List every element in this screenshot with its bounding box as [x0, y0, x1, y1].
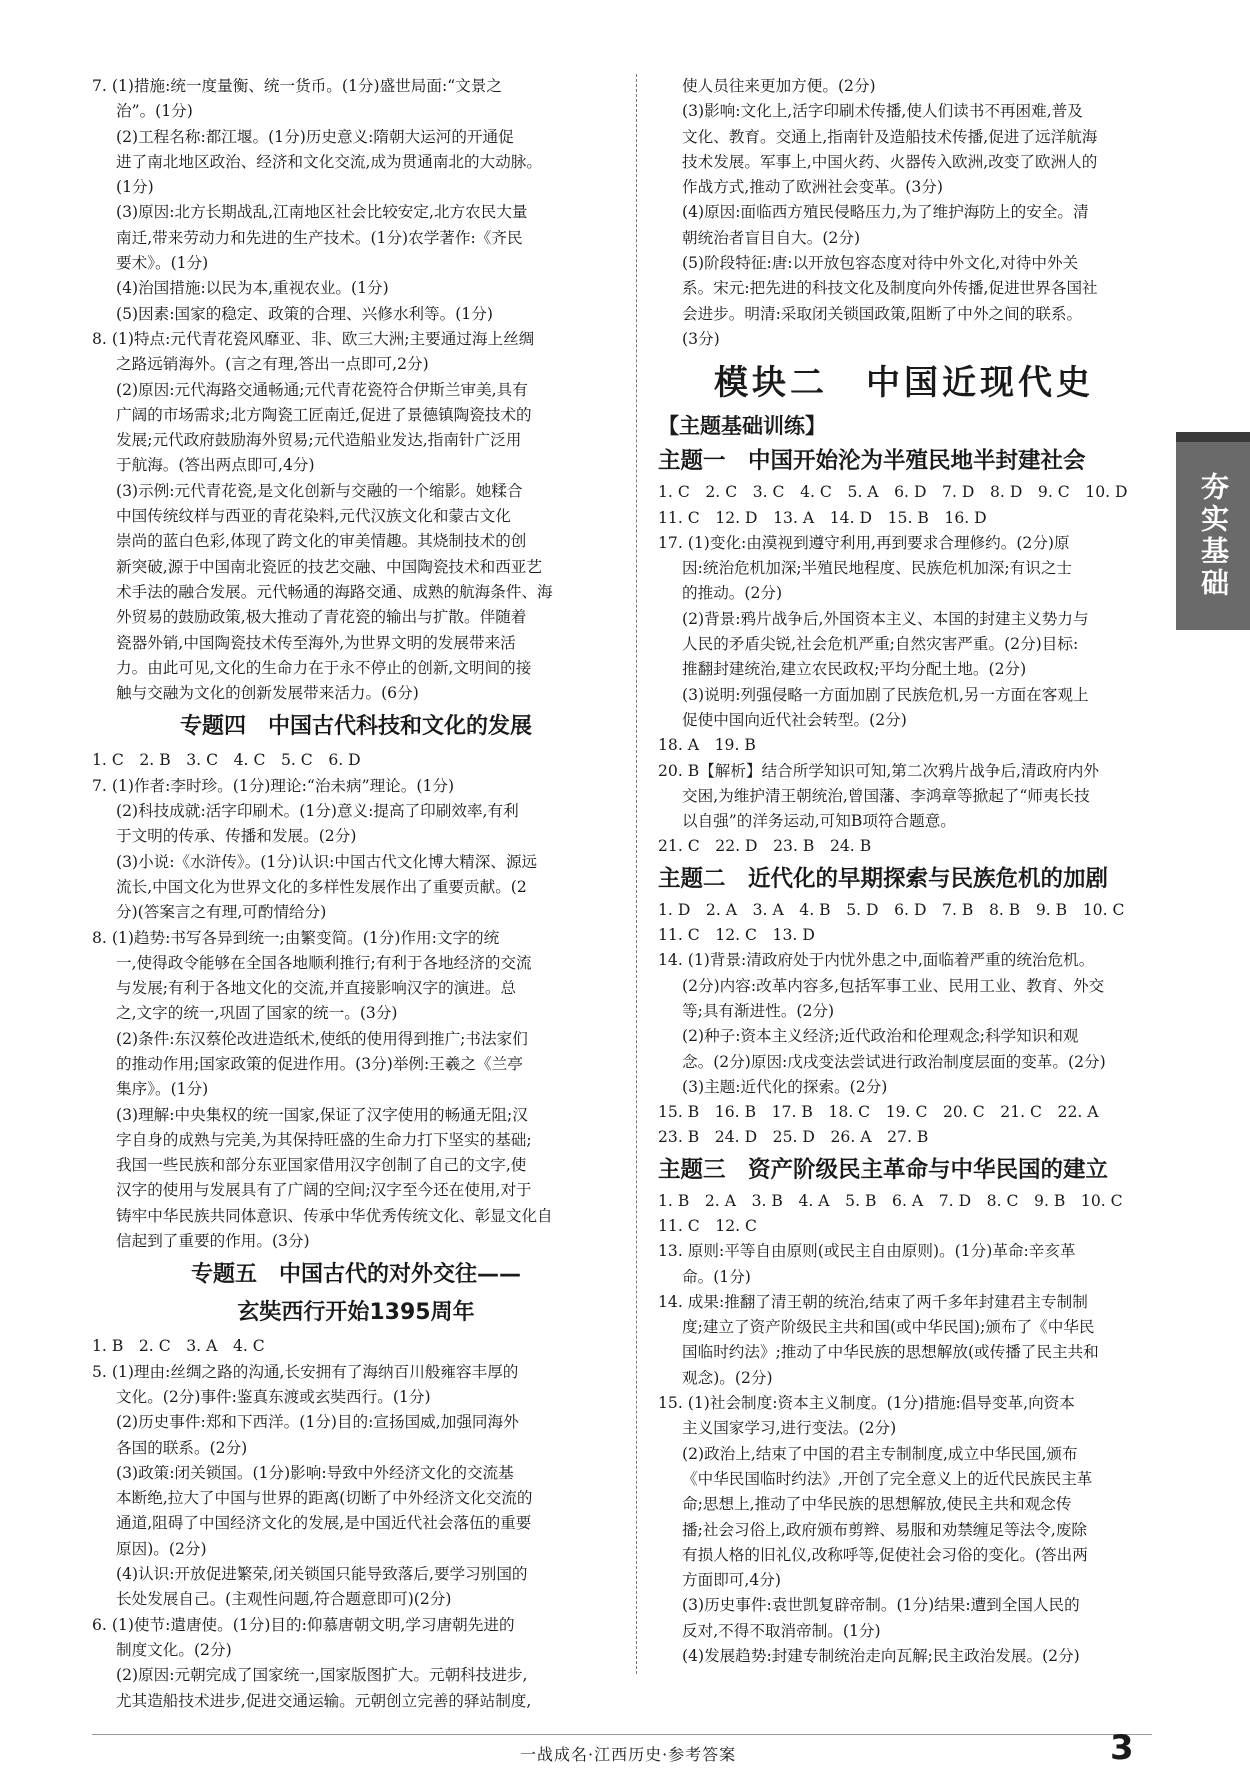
answer-line: 使人员往来更加方便。(2分)	[682, 77, 876, 95]
answer-line: 7. (1)措施:统一度量衡、统一货币。(1分)盛世局面:“文景之	[92, 77, 502, 95]
answer-line: 20. B【解析】结合所学知识可知,第二次鸦片战争后,清政府内外	[658, 761, 1099, 780]
answer-line: 会进步。明清:采取闭关锁国政策,阻断了中外之间的联系。	[682, 304, 1083, 323]
answer-line: (2)科技成就:活字印刷术。(1分)意义:提高了印刷效率,有利	[116, 802, 519, 821]
answer-line: (3)示例:元代青花瓷,是文化创新与交融的一个缩影。她糅合	[116, 481, 523, 500]
answer-line: 尤其造船技术进步,促进交通运输。元朝创立完善的驿站制度,	[116, 1691, 532, 1710]
answer-line: (3)理解:中央集权的统一国家,保证了汉字使用的畅通无阻;汉	[116, 1105, 528, 1124]
answer-line: (2)历史事件:郑和下西洋。(1分)目的:宣扬国威,加强同海外	[116, 1413, 519, 1432]
column-divider	[636, 74, 637, 1674]
answer-line: 术手法的融合发展。元代畅通的海路交通、成熟的航海条件、海	[116, 582, 553, 601]
answer-line: 触与交融为文化的创新发展带来活力。(6分)	[116, 684, 419, 703]
answer-line: 命。(1分)	[682, 1267, 751, 1286]
answer-line: 15. (1)社会制度:资本主义制度。(1分)措施:倡导变革,向资本	[658, 1394, 1075, 1413]
answer-line: 与发展;有利于各地文化的交流,并直接影响汉字的演进。总	[116, 979, 517, 998]
answer-line: (3)政策:闭关锁国。(1分)影响:导致中外经济文化的交流基	[116, 1463, 514, 1482]
answer-line: 观念)。(2分)	[682, 1368, 773, 1387]
answer-line: 人民的矛盾尖锐,社会危机严重;自然灾害严重。(2分)目标:	[682, 635, 1079, 654]
section-heading: 专题四 中国古代科技和文化的发展	[179, 714, 532, 740]
answer-line: (5)因素:国家的稳定、政策的合理、兴修水利等。(1分)	[116, 304, 493, 323]
answer-line: 瓷器外销,中国陶瓷技术传至海外,为世界文明的发展带来活	[116, 633, 516, 652]
answer-line: 外贸易的鼓励政策,极大推动了青花瓷的输出与扩散。伴随着	[116, 608, 527, 627]
answer-line: 长处发展自己。(主观性问题,符合题意即可)(2分)	[116, 1590, 452, 1609]
answer-line: 文化。(2分)事件:鉴真东渡或玄奘西行。(1分)	[116, 1387, 431, 1406]
answer-line: 18. A 19. B	[658, 736, 756, 755]
answer-line: 分)(答案言之有理,可酌情给分)	[116, 903, 327, 922]
answer-line: 之路远销海外。(言之有理,答出一点即可,2分)	[116, 355, 429, 374]
answer-line: 之,文字的统一,巩固了国家的统一。(3分)	[116, 1004, 398, 1023]
answer-line: (3)小说:《水浒传》。(1分)认识:中国古代文化博大精深、源远	[116, 852, 538, 871]
answer-line: (4)发展趋势:封建专制统治走向瓦解;民主政治发展。(2分)	[682, 1647, 1080, 1666]
answer-line: 念。(2分)原因:戊戌变法尝试进行政治制度层面的变革。(2分)	[682, 1052, 1106, 1071]
answer-line: 以自强”的洋务运动,可知B项符合题意。	[682, 812, 956, 831]
answer-line: 朝统治者盲目自大。(2分)	[682, 228, 861, 247]
answer-line: 13. 原则:平等自由原则(或民主自由原则)。(1分)革命:辛亥革	[658, 1242, 1076, 1261]
answer-line: (4)原因:面临西方殖民侵略压力,为了维护海防上的安全。清	[682, 203, 1089, 222]
answer-line: 流长,中国文化为世界文化的多样性发展作出了重要贡献。(2	[116, 877, 527, 896]
answer-line: 的推动。(2分)	[682, 584, 783, 603]
answer-line: 的推动作用;国家政策的促进作用。(3分)举例:王羲之《兰亭	[116, 1054, 523, 1073]
answer-line: 作战方式,推动了欧洲社会变革。(3分)	[682, 178, 943, 197]
answer-line: 1. C 2. B 3. C 4. C 5. C 6. D	[92, 751, 361, 770]
page-number: 3	[1110, 1728, 1134, 1768]
answer-line: 广阔的市场需求;北方陶瓷工匠南迁,促进了景德镇陶瓷技术的	[116, 405, 532, 424]
answer-line: 促使中国向近代社会转型。(2分)	[682, 710, 907, 729]
answer-line: 8. (1)特点:元代青花瓷风靡亚、非、欧三大洲;主要通过海上丝绸	[92, 329, 535, 348]
answer-line: 新突破,源于中国南北瓷匠的技艺交融、中国陶瓷技术和西亚艺	[116, 557, 542, 576]
answer-line: (4)治国措施:以民为本,重视农业。(1分)	[116, 279, 389, 298]
answer-line: 17. (1)变化:由漠视到遵守利用,再到要求合理修约。(2分)原	[658, 533, 1070, 552]
answer-line: 播;社会习俗上,政府颁布剪辫、易服和劝禁缠足等法令,废除	[682, 1520, 1088, 1539]
answer-line: 1. B 2. C 3. A 4. C	[92, 1337, 265, 1356]
answer-line: 制度文化。(2分)	[116, 1640, 232, 1659]
answer-line: 21. C 22. D 23. B 24. B	[658, 837, 872, 856]
answer-line: 一,使得政令能够在全国各地顺利推行;有利于各地经济的交流	[116, 953, 532, 972]
answer-line: 度;建立了资产阶级民主共和国(或中华民国);颁布了《中华民	[682, 1318, 1095, 1337]
answer-line: 于航海。(答出两点即可,4分)	[116, 456, 315, 475]
answer-line: 14. (1)背景:清政府处于内忧外患之中,面临着严重的统治危机。	[658, 951, 1095, 970]
answer-line: (2)原因:元朝完成了国家统一,国家版图扩大。元朝科技进步,	[116, 1666, 528, 1685]
answer-line: 《中华民国临时约法》,开创了完全意义上的近代民族民主革	[682, 1469, 1093, 1488]
theme-heading: 主题三 资产阶级民主革命与中华民国的建立	[658, 1156, 1109, 1183]
answer-line: 原因)。(2分)	[116, 1539, 207, 1558]
answer-line: 力。由此可见,文化的生命力在于永不停止的创新,文明间的接	[116, 658, 532, 677]
side-tab	[1176, 432, 1250, 630]
answer-line: 文化、教育。交通上,指南针及造船技术传播,促进了远洋航海	[682, 127, 1098, 146]
answer-line: 方面即可,4分)	[682, 1571, 781, 1590]
theme-heading: 主题二 近代化的早期探索与民族危机的加剧	[658, 865, 1109, 892]
answer-line: 中国传统纹样与西亚的青花染料,元代汉族文化和蒙古文化	[116, 507, 511, 526]
answer-line: 汉字的使用与发展具有了广阔的空间;汉字至今还在使用,对于	[116, 1181, 532, 1200]
answer-line: 14. 成果:推翻了清王朝的统治,结束了两千多年封建君主专制制	[658, 1292, 1088, 1311]
answer-line: 治”。(1分)	[116, 102, 193, 121]
answer-line: 字自身的成熟与完美,为其保持旺盛的生命力打下坚实的基础;	[116, 1130, 532, 1149]
answer-line: (2)背景:鸦片战争后,外国资本主义、本国的封建主义势力与	[682, 609, 1089, 628]
section-heading: 专题五 中国古代的对外交往——	[190, 1262, 521, 1288]
answer-line: (3)影响:文化上,活字印刷术传播,使人们读书不再困难,普及	[682, 102, 1083, 121]
answer-line: (3分)	[682, 329, 720, 348]
answer-line: 有损人格的旧礼仪,改称呼等,促使社会习俗的变化。(答出两	[682, 1545, 1088, 1564]
answer-line: 反对,不得不取消帝制。(1分)	[682, 1621, 881, 1640]
answer-line: 5. (1)理由:丝绸之路的沟通,长安拥有了海纳百川般雍容丰厚的	[92, 1362, 519, 1381]
answer-line: 因:统治危机加深;半殖民地程度、民族危机加深;有识之士	[682, 559, 1073, 578]
answer-line: 各国的联系。(2分)	[116, 1438, 248, 1457]
footer-rule	[92, 1734, 1152, 1735]
answer-line: 崇尚的蓝白色彩,体现了跨文化的审美情趣。其烧制技术的创	[116, 532, 527, 551]
answer-line: 国临时约法》;推动了中华民族的思想解放(或传播了民主共和	[682, 1343, 1099, 1362]
answer-line: (2)政治上,结束了中国的君主专制制度,成立中华民国,颁布	[682, 1444, 1078, 1463]
answer-line: 铸牢中华民族共同体意识、传承中华优秀传统文化、彰显文化自	[116, 1206, 553, 1225]
side-tab-label: 夯实基础	[1197, 472, 1230, 600]
answer-line: 主义国家学习,进行变法。(2分)	[682, 1419, 897, 1438]
answer-line: (3)历史事件:袁世凯复辟帝制。(1分)结果:遭到全国人民的	[682, 1596, 1080, 1615]
answer-line: (3)主题:近代化的探索。(2分)	[682, 1077, 888, 1096]
answer-line: 11. C 12. C	[658, 1216, 757, 1235]
answer-line: 本断绝,拉大了中国与世界的距离(切断了中外经济文化交流的	[116, 1489, 533, 1508]
right-column	[658, 74, 1150, 1669]
answer-line: (2)原因:元代海路交通畅通;元代青花瓷符合伊斯兰审美,具有	[116, 380, 528, 399]
answer-line: 推翻封建统治,建立农民政权;平均分配土地。(2分)	[682, 660, 1027, 679]
subsection-heading: 【主题基础训练】	[658, 414, 826, 439]
answer-line: 11. C 12. C 13. D	[658, 926, 815, 945]
answer-line: (1分)	[116, 178, 154, 197]
answer-line: 11. C 12. D 13. A 14. D 15. B 16. D	[658, 508, 987, 527]
answer-line: 7. (1)作者:李时珍。(1分)理论:“治未病”理论。(1分)	[92, 776, 455, 795]
answer-line: 6. (1)使节:遣唐使。(1分)目的:仰慕唐朝文明,学习唐朝先进的	[92, 1615, 515, 1634]
answer-line: 等;具有渐进性。(2分)	[682, 1001, 835, 1020]
answer-line: 8. (1)趋势:书写各异到统一;由繁变简。(1分)作用:文字的统	[92, 928, 500, 947]
answer-line: 系。宋元:把先进的科技文化及制度向外传播,促进世界各国社	[682, 279, 1098, 298]
left-column	[92, 74, 620, 1714]
answer-line: 信起到了重要的作用。(3分)	[116, 1232, 310, 1251]
answer-line: 15. B 16. B 17. B 18. C 19. C 20. C 21. C 22. A	[658, 1103, 1099, 1122]
answer-line: (3)说明:列强侵略一方面加剧了民族危机,另一方面在客观上	[682, 685, 1089, 704]
answer-line: 1. D 2. A 3. A 4. B 5. D 6. D 7. B 8. B 9. B 10. C	[658, 900, 1125, 919]
answer-line: 要术》。(1分)	[116, 254, 209, 273]
answer-line: 发展;元代政府鼓励海外贸易;元代造船业发达,指南针广泛用	[116, 431, 522, 450]
answer-line: 命;思想上,推动了中华民族的思想解放,使民主共和观念传	[682, 1495, 1072, 1514]
footer-text: 一战成名·江西历史·参考答案	[520, 1745, 737, 1764]
answer-line: (2)种子:资本主义经济;近代政治和伦理观念;科学知识和观	[682, 1027, 1079, 1046]
answer-line: 1. C 2. C 3. C 4. C 5. A 6. D 7. D 8. D 9. C 10. D	[658, 483, 1128, 502]
answer-line: (4)认识:开放促进繁荣,闭关锁国只能导致落后,要学习别国的	[116, 1565, 528, 1584]
answer-line: 通道,阻碍了中国经济文化的发展,是中国近代社会落伍的重要	[116, 1514, 532, 1533]
answer-line: 技术发展。军事上,中国火药、火器传入欧洲,改变了欧洲人的	[682, 152, 1098, 171]
answer-line: 1. B 2. A 3. B 4. A 5. B 6. A 7. D 8. C 9. B 10. C	[658, 1191, 1123, 1210]
section-heading: 玄奘西行开始1395周年	[237, 1300, 475, 1326]
answer-line: 南迁,带来劳动力和先进的生产技术。(1分)农学著作:《齐民	[116, 228, 523, 247]
answer-line: 集序》。(1分)	[116, 1080, 209, 1099]
answer-line: 于文明的传承、传播和发展。(2分)	[116, 827, 357, 846]
answer-line: 交困,为维护清王朝统治,曾国藩、李鸿章等掀起了“师夷长技	[682, 786, 1090, 805]
answer-line: 进了南北地区政治、经济和文化交流,成为贯通南北的大动脉。	[116, 152, 542, 171]
theme-heading: 主题一 中国开始沦为半殖民地半封建社会	[658, 448, 1086, 475]
answer-line: 23. B 24. D 25. D 26. A 27. B	[658, 1128, 929, 1147]
answer-line: (3)原因:北方长期战乱,江南地区社会比较安定,北方农民大量	[116, 203, 528, 222]
answer-line: (2分)内容:改革内容多,包括军事工业、民用工业、教育、外交	[682, 976, 1105, 995]
answer-line: (2)工程名称:都江堰。(1分)历史意义:隋朝大运河的开通促	[116, 127, 514, 146]
answer-line: (2)条件:东汉蔡伦改进造纸术,使纸的使用得到推广;书法家们	[116, 1029, 528, 1048]
answer-line: 我国一些民族和部分东亚国家借用汉字创制了自己的文字,使	[116, 1156, 527, 1175]
answer-line: (5)阶段特征:唐:以开放包容态度对待中外文化,对待中外关	[682, 254, 1079, 273]
module-heading: 模块二 中国近现代史	[714, 363, 1094, 404]
